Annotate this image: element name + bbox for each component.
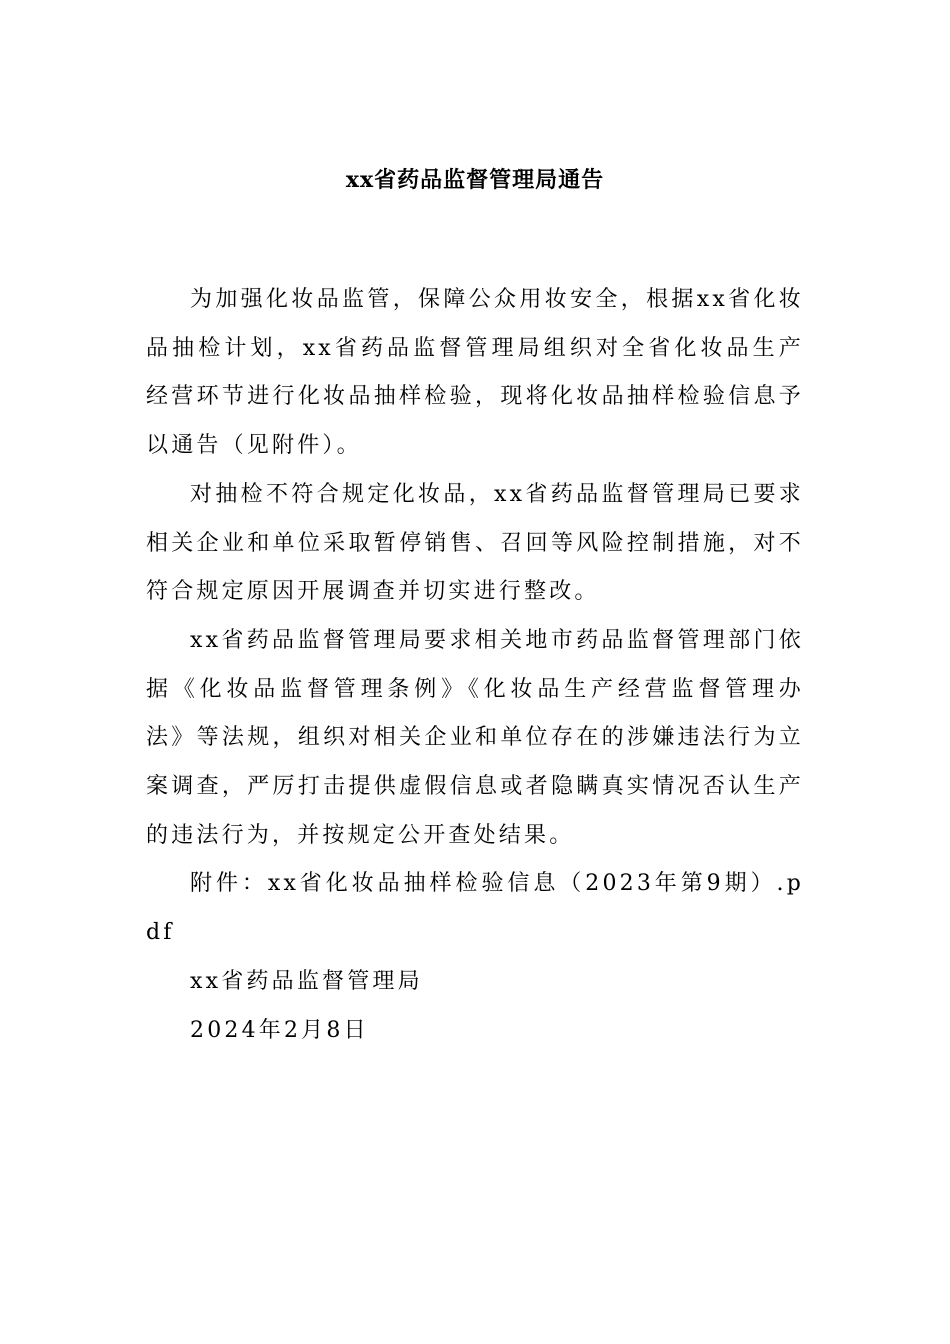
paragraph-investigation: xx省药品监督管理局要求相关地市药品监督管理部门依据《化妆品监督管理条例》《化妆品生产经营监督管理办法》等法规，组织对相关企业和单位存在的涉嫌违法行为立案调查，严厉打击提供虚假信息或者隐瞒真实情况否认生产的违法行为，并按规定公开查处结果。 [146, 627, 804, 848]
attachment-link[interactable]: 附件：xx省化妆品抽样检验信息（2023年第9期）.pdf [146, 871, 804, 946]
paragraph-intro: 为加强化妆品监管，保障公众用妆安全，根据xx省化妆品抽检计划，xx省药品监督管理局组织对全省化妆品生产经营环节进行化妆品抽样检验，现将化妆品抽样检验信息予以通告（见附件）。 [146, 287, 804, 459]
document-title: xx省药品监督管理局通告 [345, 167, 605, 193]
issuer-name: xx省药品监督管理局 [190, 968, 423, 994]
document-body [146, 276, 804, 1055]
issue-date: 2024年2月8日 [190, 1017, 369, 1043]
paragraph-measures: 对抽检不符合规定化妆品，xx省药品监督管理局已要求相关企业和单位采取暂停销售、召回等风险控制措施，对不符合规定原因开展调查并切实进行整改。 [146, 481, 804, 605]
